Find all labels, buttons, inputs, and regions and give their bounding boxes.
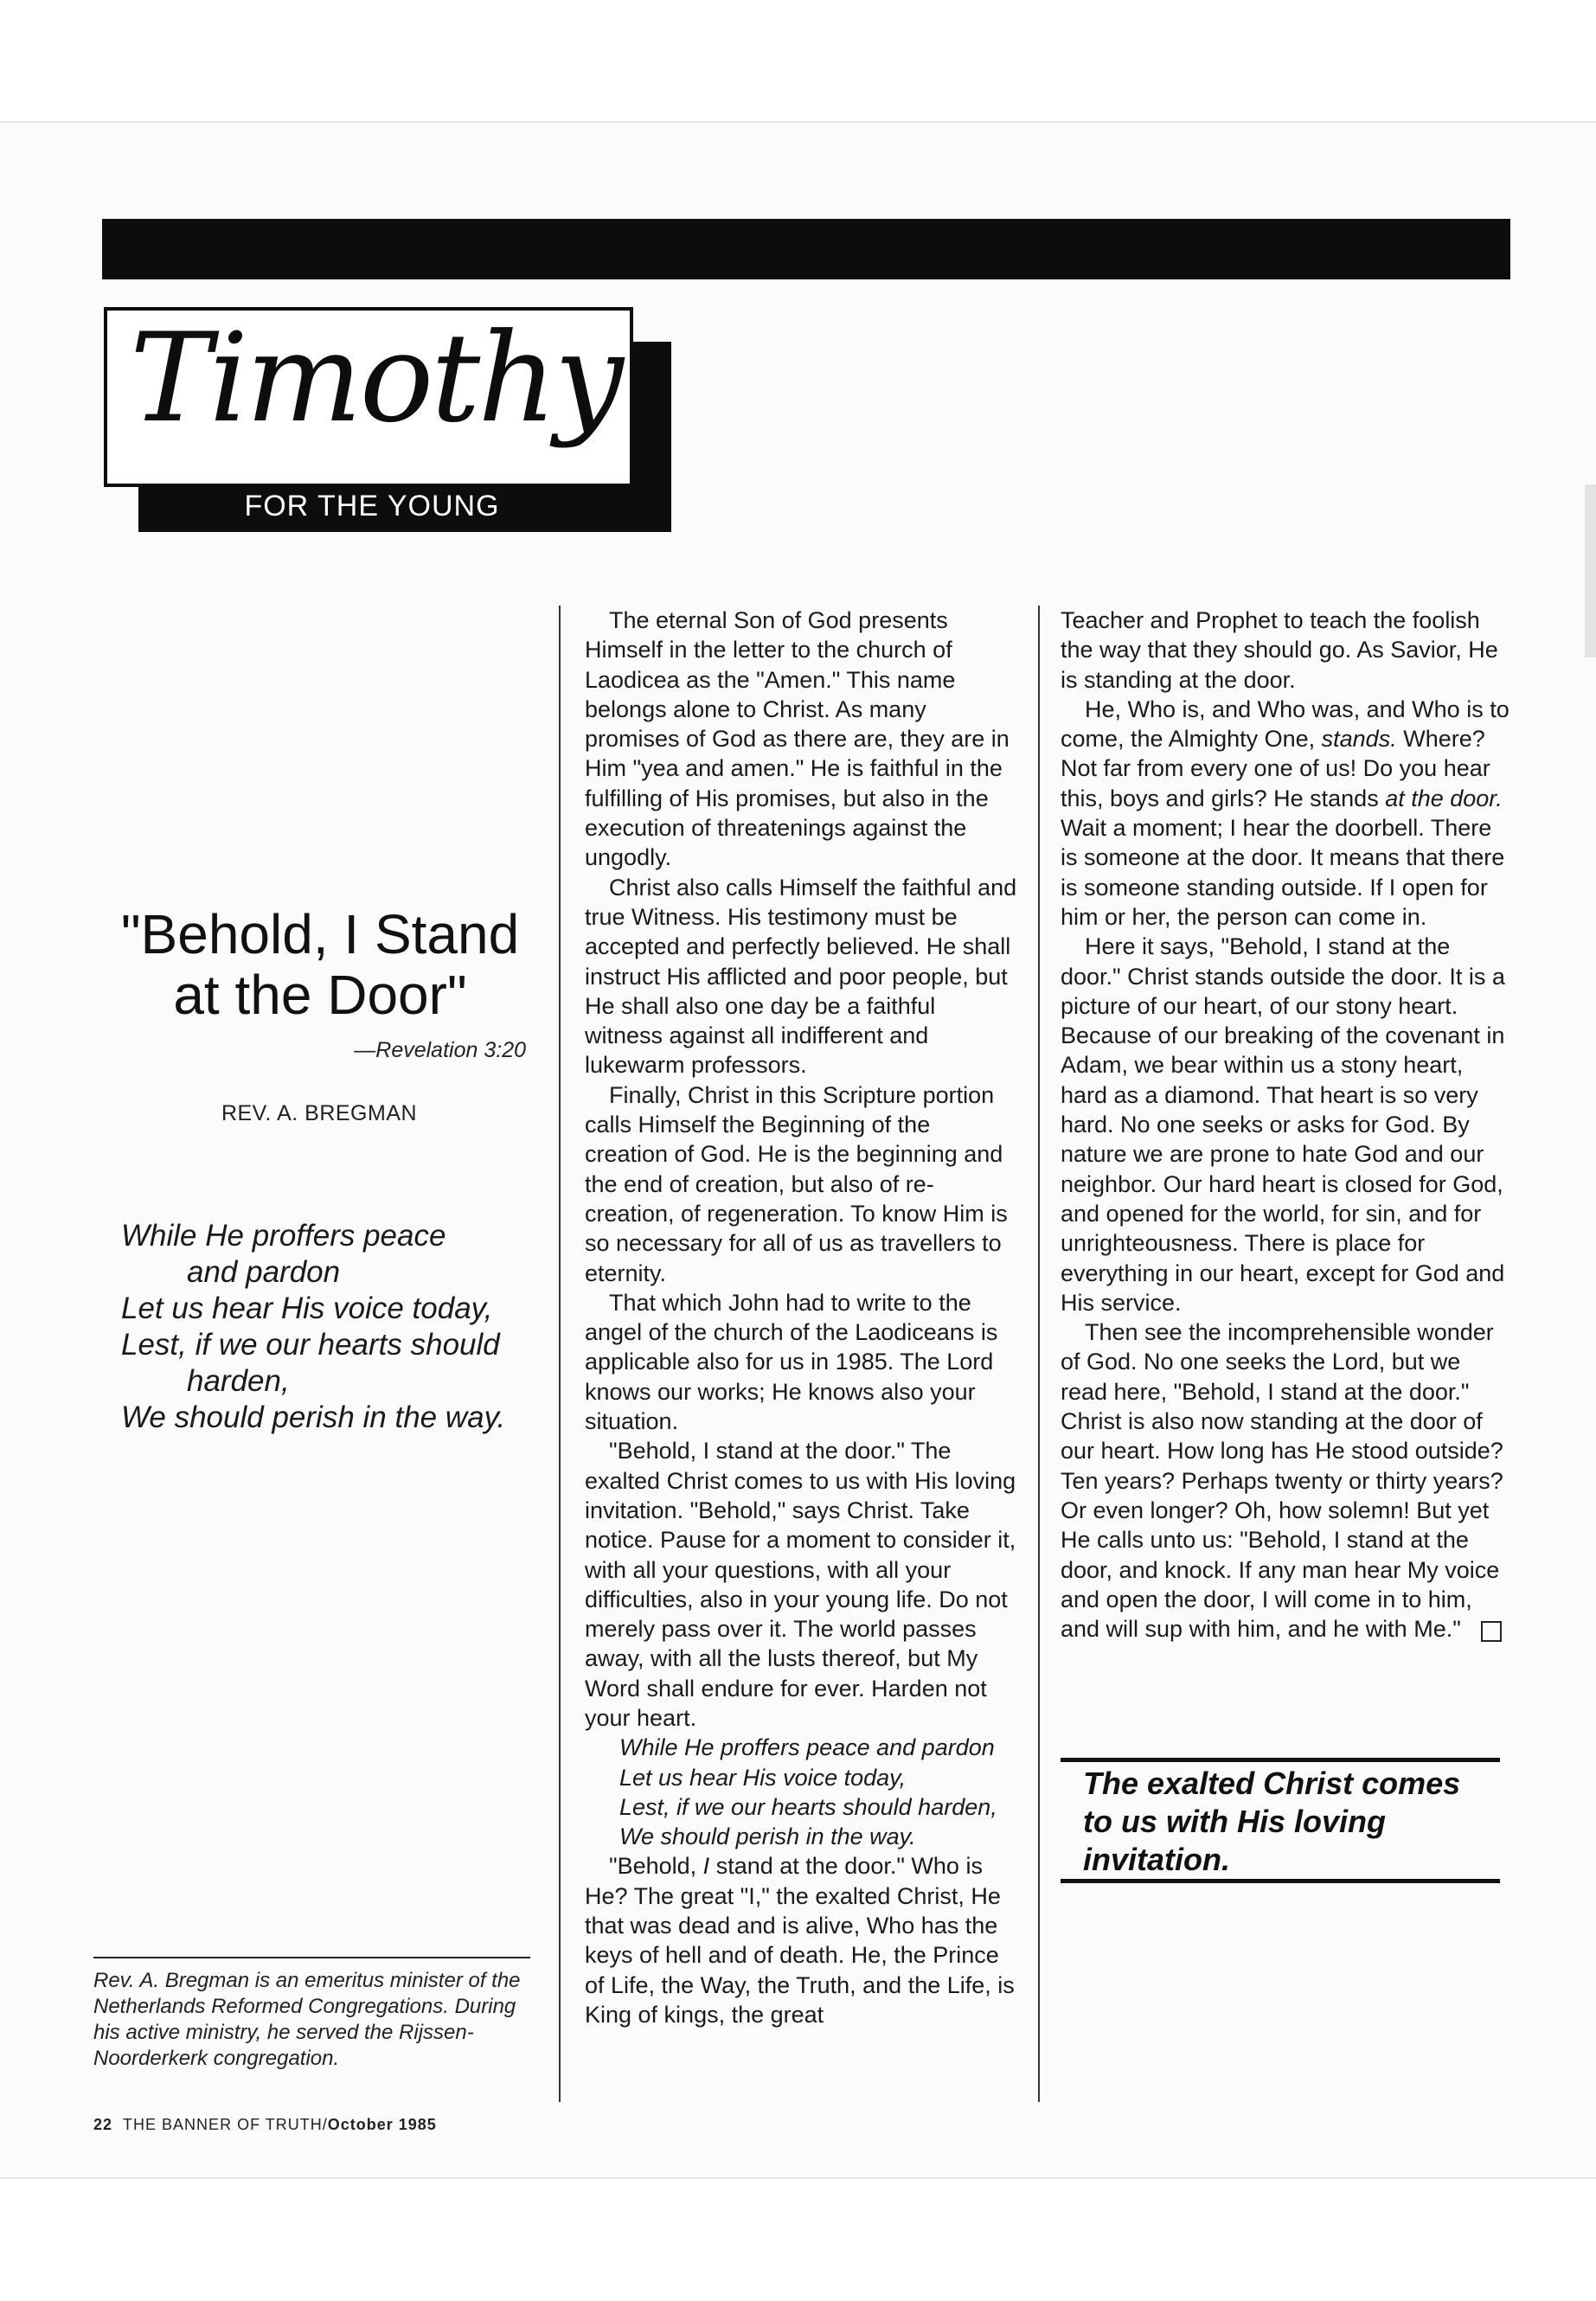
author-byline: REV. A. BREGMAN (221, 1101, 418, 1125)
text-run: "Behold, (609, 1853, 703, 1880)
text-run: Wait a moment; I hear the doorbell. There is someone at the door. It means that there is someone standing outside. If I open for him or her, the person can come in. (1061, 815, 1505, 930)
bio-divider (93, 1957, 530, 1958)
poem-line: and pardon (187, 1255, 341, 1289)
paragraph: The eternal Son of God presents Himself in the letter to the church of Laodicea as the "Amen." This name belongs alone to Christ. As many promises of God as there are, they are in Him "yea and amen." He is faithful in the fulfilling of His promises, but also in the execution of threatenings against the ungodly. (585, 607, 1010, 871)
paragraph: Christ also calls Himself the faithful and true Witness. His testimony must be accepted and perfectly believed. He shall instruct His afflicted and poor people, but He shall also one day be a faithful witness against all indifferent and lukewarm professors. (585, 874, 1017, 1079)
page-number: 22 (93, 2116, 113, 2133)
poem-line: We should perish in the way. (619, 1823, 916, 1850)
paragraph: Finally, Christ in this Scripture portion calls Himself the Beginning of the creation of God. He is the beginning and the end of creation, but also of re-creation, of regeneration. To know Him is so necessary for all of us as travellers to eternity. (585, 1081, 1008, 1286)
text-run: stand at the door." Who is He? The great "I," the exalted Christ, He that was dead and is alive, Who has the keys of hell and of death. He, the Prince of Life, the Way, the Truth, and the Life, is King of kings, the great (585, 1853, 1015, 2028)
end-mark-icon (1481, 1621, 1502, 1642)
poem-line: We should perish in the way. (121, 1400, 506, 1434)
paragraph (1061, 1317, 1510, 1644)
poem-line: Lest, if we our hearts should harden, (619, 1793, 997, 1820)
paragraph: Teacher and Prophet to teach the foolish the way that they should go. As Savior, He is standing at the door. (1061, 607, 1498, 693)
poem-line: harden, (187, 1364, 290, 1398)
scripture-reference: —Revelation 3:20 (354, 1038, 526, 1062)
article-title (112, 904, 528, 1025)
page-footer (93, 2116, 437, 2134)
column-rule (1038, 606, 1040, 2102)
poem (121, 1218, 536, 1436)
text-run: Where? Not far from every one of us! Do you hear this, boys and girls? He stands (1061, 726, 1490, 811)
inline-poem (585, 1733, 1017, 1851)
poem-line: While He proffers peace and pardon (619, 1734, 995, 1761)
title-line-1: "Behold, I Stand (120, 903, 520, 965)
pullquote: The exalted Christ comes to us with His loving invitation. (1083, 1766, 1461, 1877)
paragraph: That which John had to write to the angel of the church of the Laodiceans is applicable also for us in 1985. The Lord knows our works; He knows also your situation. (585, 1289, 998, 1435)
paragraph (585, 1851, 1017, 2029)
poem-line: Lest, if we our hearts should (121, 1328, 500, 1362)
publication-name: THE BANNER OF TRUTH/ (123, 2116, 328, 2133)
emphasis: stands. (1321, 726, 1397, 753)
poem-line: While He proffers peace (121, 1219, 446, 1253)
logo-text: Timothy (130, 307, 622, 450)
poem-line: Let us hear His voice today, (121, 1292, 493, 1325)
emphasis: I (702, 1853, 710, 1880)
torn-edge (1585, 484, 1596, 657)
pullquote-rule-top (1061, 1758, 1500, 1762)
paragraph: Here it says, "Behold, I stand at the door." Christ stands outside the door. It is a picture of our heart, of our stony heart. Because of our breaking of the covenant in Adam, we bear within us a stony heart, hard as a diamond. That heart is so very hard. No one seeks or asks for God. By nature we are prone to hate God and our neighbor. Our hard heart is closed for God, and opened for the world, for sin, and for unrighteousness. There is place for everything in our heart, except for God and His service. (1061, 933, 1505, 1316)
masthead-bar (102, 219, 1510, 279)
issue-date: October 1985 (327, 2116, 437, 2133)
text-run: Then see the incomprehensible wonder of God. No one seeks the Lord, but we read here, "Behold, I stand at the door." Christ is also now standing at the door of our heart. How long has He stood outside? Ten years? Perhaps twenty or thirty years? Or even longer? Oh, how solemn! But yet He calls unto us: "Behold, I stand at the door, and knock. If any man hear My voice and open the door, I will come in to him, and will sup with him, and he with Me." (1061, 1319, 1503, 1643)
column-rule (559, 606, 561, 2102)
paragraph (1061, 695, 1510, 932)
text-run: He, Who is, and Who was, and Who is to come, the Almighty One, (1061, 695, 1509, 753)
pullquote-rule-bottom (1061, 1879, 1500, 1883)
scan-margin (0, 0, 1596, 121)
body-column-2 (585, 606, 1017, 2029)
section-tagline: FOR THE YOUNG (244, 490, 500, 522)
poem-line: Let us hear His voice today, (619, 1764, 907, 1791)
logo-box (104, 307, 633, 487)
emphasis: at the door. (1385, 785, 1503, 811)
body-column-3 (1061, 606, 1510, 1644)
paragraph: "Behold, I stand at the door." The exalted Christ comes to us with His loving invitation. "Behold," says Christ. Take notice. Pause for a moment to consider it, with all your questions, with all your difficulties, also in your young life. Do not merely pass over it. The world passes away, with all the lusts thereof, but My Word shall endure for ever. Harden not your heart. (585, 1438, 1016, 1731)
title-line-2: at the Door" (173, 964, 467, 1026)
author-bio: Rev. A. Bregman is an emeritus minister of the Netherlands Reformed Congregations. During his active ministry, he served the Rijssen-Noorderkerk congregation. (93, 1969, 521, 2070)
